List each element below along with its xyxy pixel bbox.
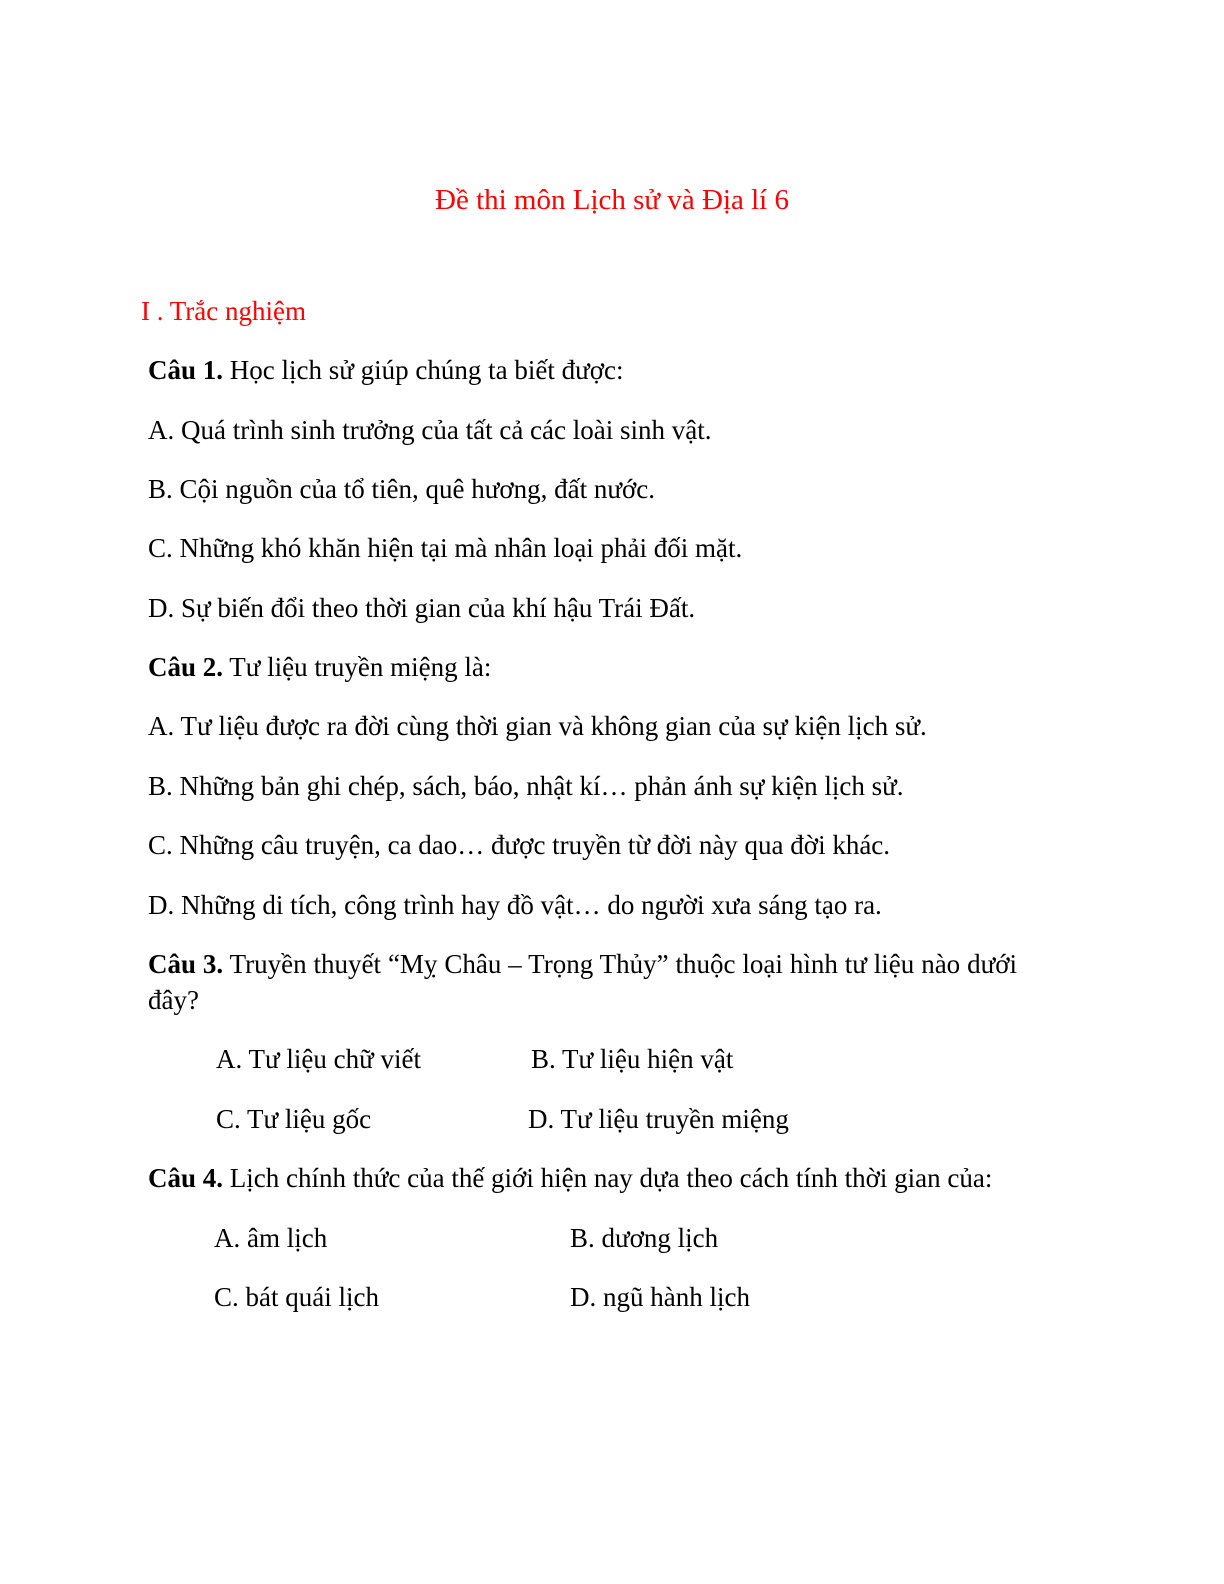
question-2-label: Câu 2. [148,652,224,682]
question-1-text: Học lịch sử giúp chúng ta biết được: [223,355,624,385]
question-1-option-b: B. Cội nguồn của tổ tiên, quê hương, đất nước. [148,474,656,504]
question-4-option-d: D. ngũ hành lịch [570,1282,750,1312]
question-3-option-b: B. Tư liệu hiện vật [531,1044,734,1074]
question-1-label: Câu 1. [148,355,224,385]
page-title: Đề thi môn Lịch sử và Địa lí 6 [435,184,789,216]
question-2-text: Tư liệu truyền miệng là: [223,652,492,682]
question-2-option-c: C. Những câu truyện, ca dao… được truyền từ đời này qua đời khác. [148,830,891,860]
question-4-option-c: C. bát quái lịch [214,1282,379,1312]
question-4 [148,1160,992,1196]
question-4-text: Lịch chính thức của thế giới hiện nay dựa theo cách tính thời gian của: [223,1163,993,1193]
question-4-option-b: B. dương lịch [570,1223,719,1253]
question-1-option-c: C. Những khó khăn hiện tại mà nhân loại phải đối mặt. [148,533,743,563]
section-heading: I . Trắc nghiệm [141,296,306,326]
question-2-option-d: D. Những di tích, công trình hay đồ vật… do người xưa sáng tạo ra. [148,890,882,920]
question-2-option-a: A. Tư liệu được ra đời cùng thời gian và không gian của sự kiện lịch sử. [148,711,927,741]
question-4-label: Câu 4. [148,1163,224,1193]
question-3-label: Câu 3. [148,949,224,979]
question-3-option-c: C. Tư liệu gốc [216,1104,372,1134]
question-1-option-a: A. Quá trình sinh trưởng của tất cả các loài sinh vật. [148,415,712,445]
question-4-option-a: A. âm lịch [214,1223,328,1253]
question-1-option-d: D. Sự biến đổi theo thời gian của khí hậu Trái Đất. [148,593,696,623]
question-2 [148,649,491,685]
question-2-option-b: B. Những bản ghi chép, sách, báo, nhật kí… phản ánh sự kiện lịch sử. [148,771,904,801]
question-3-option-d: D. Tư liệu truyền miệng [528,1104,789,1134]
question-3 [148,946,1017,1018]
question-3-text: Truyền thuyết “Mỵ Châu – Trọng Thủy” thuộc loại hình tư liệu nào dưới đây? [148,949,1018,1015]
question-3-option-a: A. Tư liệu chữ viết [216,1044,421,1074]
question-1 [148,352,623,388]
